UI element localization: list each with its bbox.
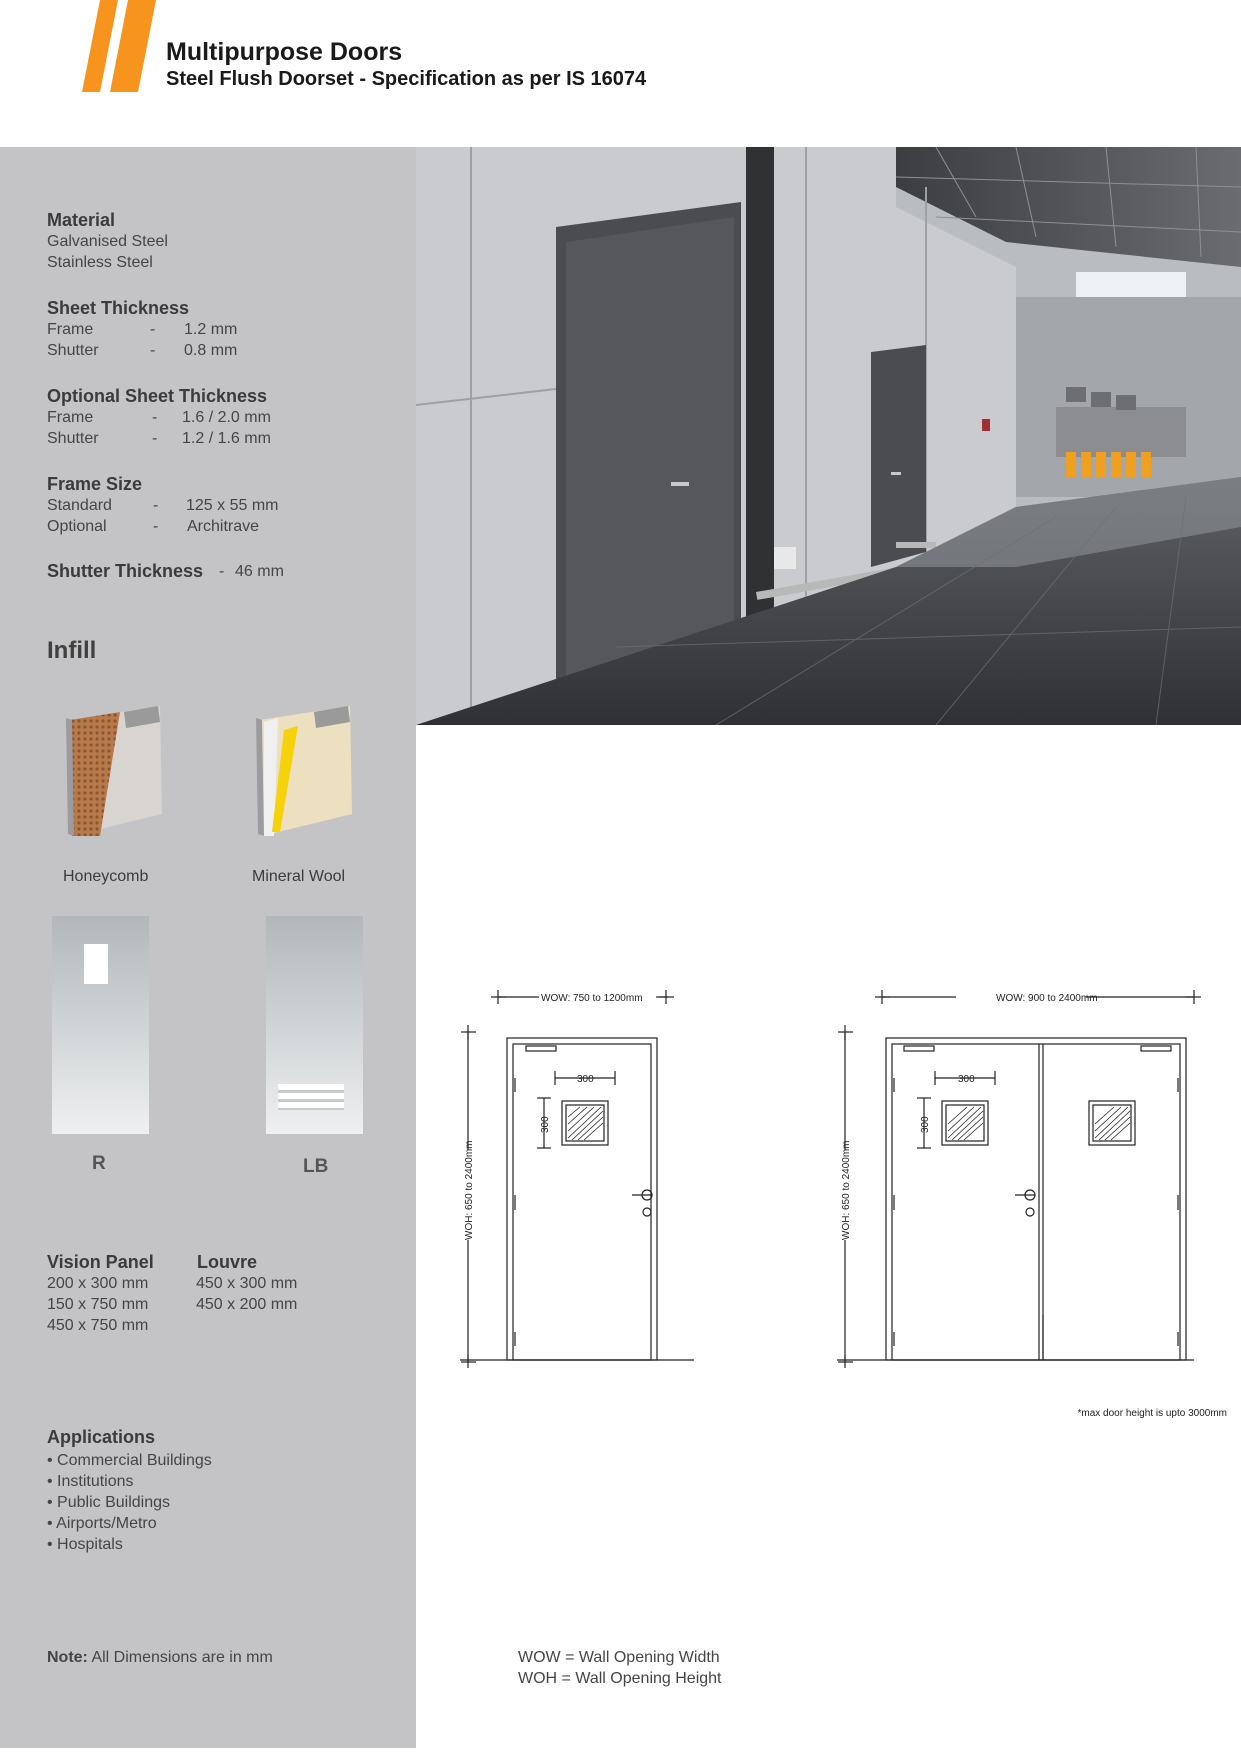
dimensions-note — [47, 1649, 273, 1667]
max-height-note: *max door height is upto 3000mm — [1077, 1408, 1227, 1419]
application-item: • Public Buildings — [47, 1494, 170, 1511]
spec-value: 0.8 mm — [184, 342, 238, 359]
spec-label: Frame — [47, 409, 94, 426]
single-vp-width-label: 300 — [577, 1074, 594, 1085]
panel-code-lb: LB — [303, 1156, 329, 1177]
spec-label: Shutter — [47, 342, 99, 359]
spec-separator: - — [152, 409, 158, 426]
application-item: • Commercial Buildings — [47, 1452, 212, 1469]
vision-panel-door-r — [52, 916, 149, 1134]
vision-panel-size: 200 x 300 mm — [47, 1275, 149, 1292]
optional-sheet-thickness-heading: Optional Sheet Thickness — [47, 386, 268, 406]
spec-separator: - — [150, 321, 156, 338]
double-woh-label: WOH: 650 to 2400mm — [841, 1140, 852, 1240]
spec-label: Standard — [47, 497, 112, 514]
spec-separator: - — [153, 497, 159, 514]
spec-label: Optional — [47, 518, 107, 535]
door-elevation-drawings — [416, 970, 1241, 1370]
note-text: All Dimensions are in mm — [87, 1649, 273, 1666]
spec-value: 1.2 / 1.6 mm — [182, 430, 271, 447]
page-subtitle: Steel Flush Doorset - Specification as per IS 16074 — [166, 68, 647, 90]
infill-heading: Infill — [47, 637, 97, 664]
double-door-drawing — [837, 990, 1201, 1368]
single-vp-height-label: 300 — [540, 1116, 551, 1133]
frame-size-heading: Frame Size — [47, 474, 143, 494]
spec-value: Architrave — [187, 518, 260, 535]
spec-label: Shutter — [47, 430, 99, 447]
application-item: • Institutions — [47, 1473, 134, 1490]
vision-window — [84, 944, 108, 984]
panel-code-r: R — [92, 1153, 106, 1174]
vision-panel-heading: Vision Panel — [47, 1252, 154, 1272]
double-vp-width-label: 300 — [958, 1074, 975, 1085]
sheet-thickness-heading: Sheet Thickness — [47, 298, 190, 318]
vision-panel-size: 150 x 750 mm — [47, 1296, 149, 1313]
legend-wow: WOW = Wall Opening Width — [518, 1649, 720, 1666]
application-item: • Airports/Metro — [47, 1515, 157, 1532]
louvre-grille — [278, 1084, 344, 1110]
material-item: Stainless Steel — [47, 254, 153, 271]
page-title: Multipurpose Doors — [166, 38, 403, 66]
infill-label-mineral-wool: Mineral Wool — [252, 868, 346, 885]
applications-heading: Applications — [47, 1427, 156, 1447]
airport-corridor-photo — [416, 147, 1241, 725]
double-wow-label: WOW: 900 to 2400mm — [996, 993, 1098, 1004]
louvre-size: 450 x 300 mm — [196, 1275, 298, 1292]
double-vp-height-label: 300 — [920, 1116, 931, 1133]
spec-label: Frame — [47, 321, 94, 338]
infill-label-honeycomb: Honeycomb — [63, 868, 149, 885]
application-item: • Hospitals — [47, 1536, 123, 1553]
material-heading: Material — [47, 210, 116, 230]
spec-separator: - — [150, 342, 156, 359]
single-wow-label: WOW: 750 to 1200mm — [541, 993, 643, 1004]
legend-woh: WOH = Wall Opening Height — [518, 1670, 722, 1687]
spec-separator: - — [153, 518, 159, 535]
single-door-drawing — [460, 990, 694, 1368]
brand-logo-stripes — [80, 0, 160, 92]
spec-value: 125 x 55 mm — [186, 497, 279, 514]
shutter-thickness-heading: Shutter Thickness — [47, 561, 204, 581]
single-woh-label: WOH: 650 to 2400mm — [464, 1140, 475, 1240]
spec-separator: - — [152, 430, 158, 447]
spec-value: 46 mm — [235, 563, 284, 580]
louvre-door-lb — [266, 916, 363, 1134]
honeycomb-infill-image — [64, 700, 170, 840]
louvre-heading: Louvre — [197, 1252, 258, 1272]
spec-value: 1.6 / 2.0 mm — [182, 409, 271, 426]
spec-value: 1.2 mm — [184, 321, 238, 338]
louvre-size: 450 x 200 mm — [196, 1296, 298, 1313]
note-label: Note: — [47, 1649, 88, 1666]
spec-separator: - — [219, 563, 225, 580]
material-item: Galvanised Steel — [47, 233, 168, 250]
vision-panel-size: 450 x 750 mm — [47, 1317, 149, 1334]
mineral-wool-infill-image — [254, 700, 360, 840]
